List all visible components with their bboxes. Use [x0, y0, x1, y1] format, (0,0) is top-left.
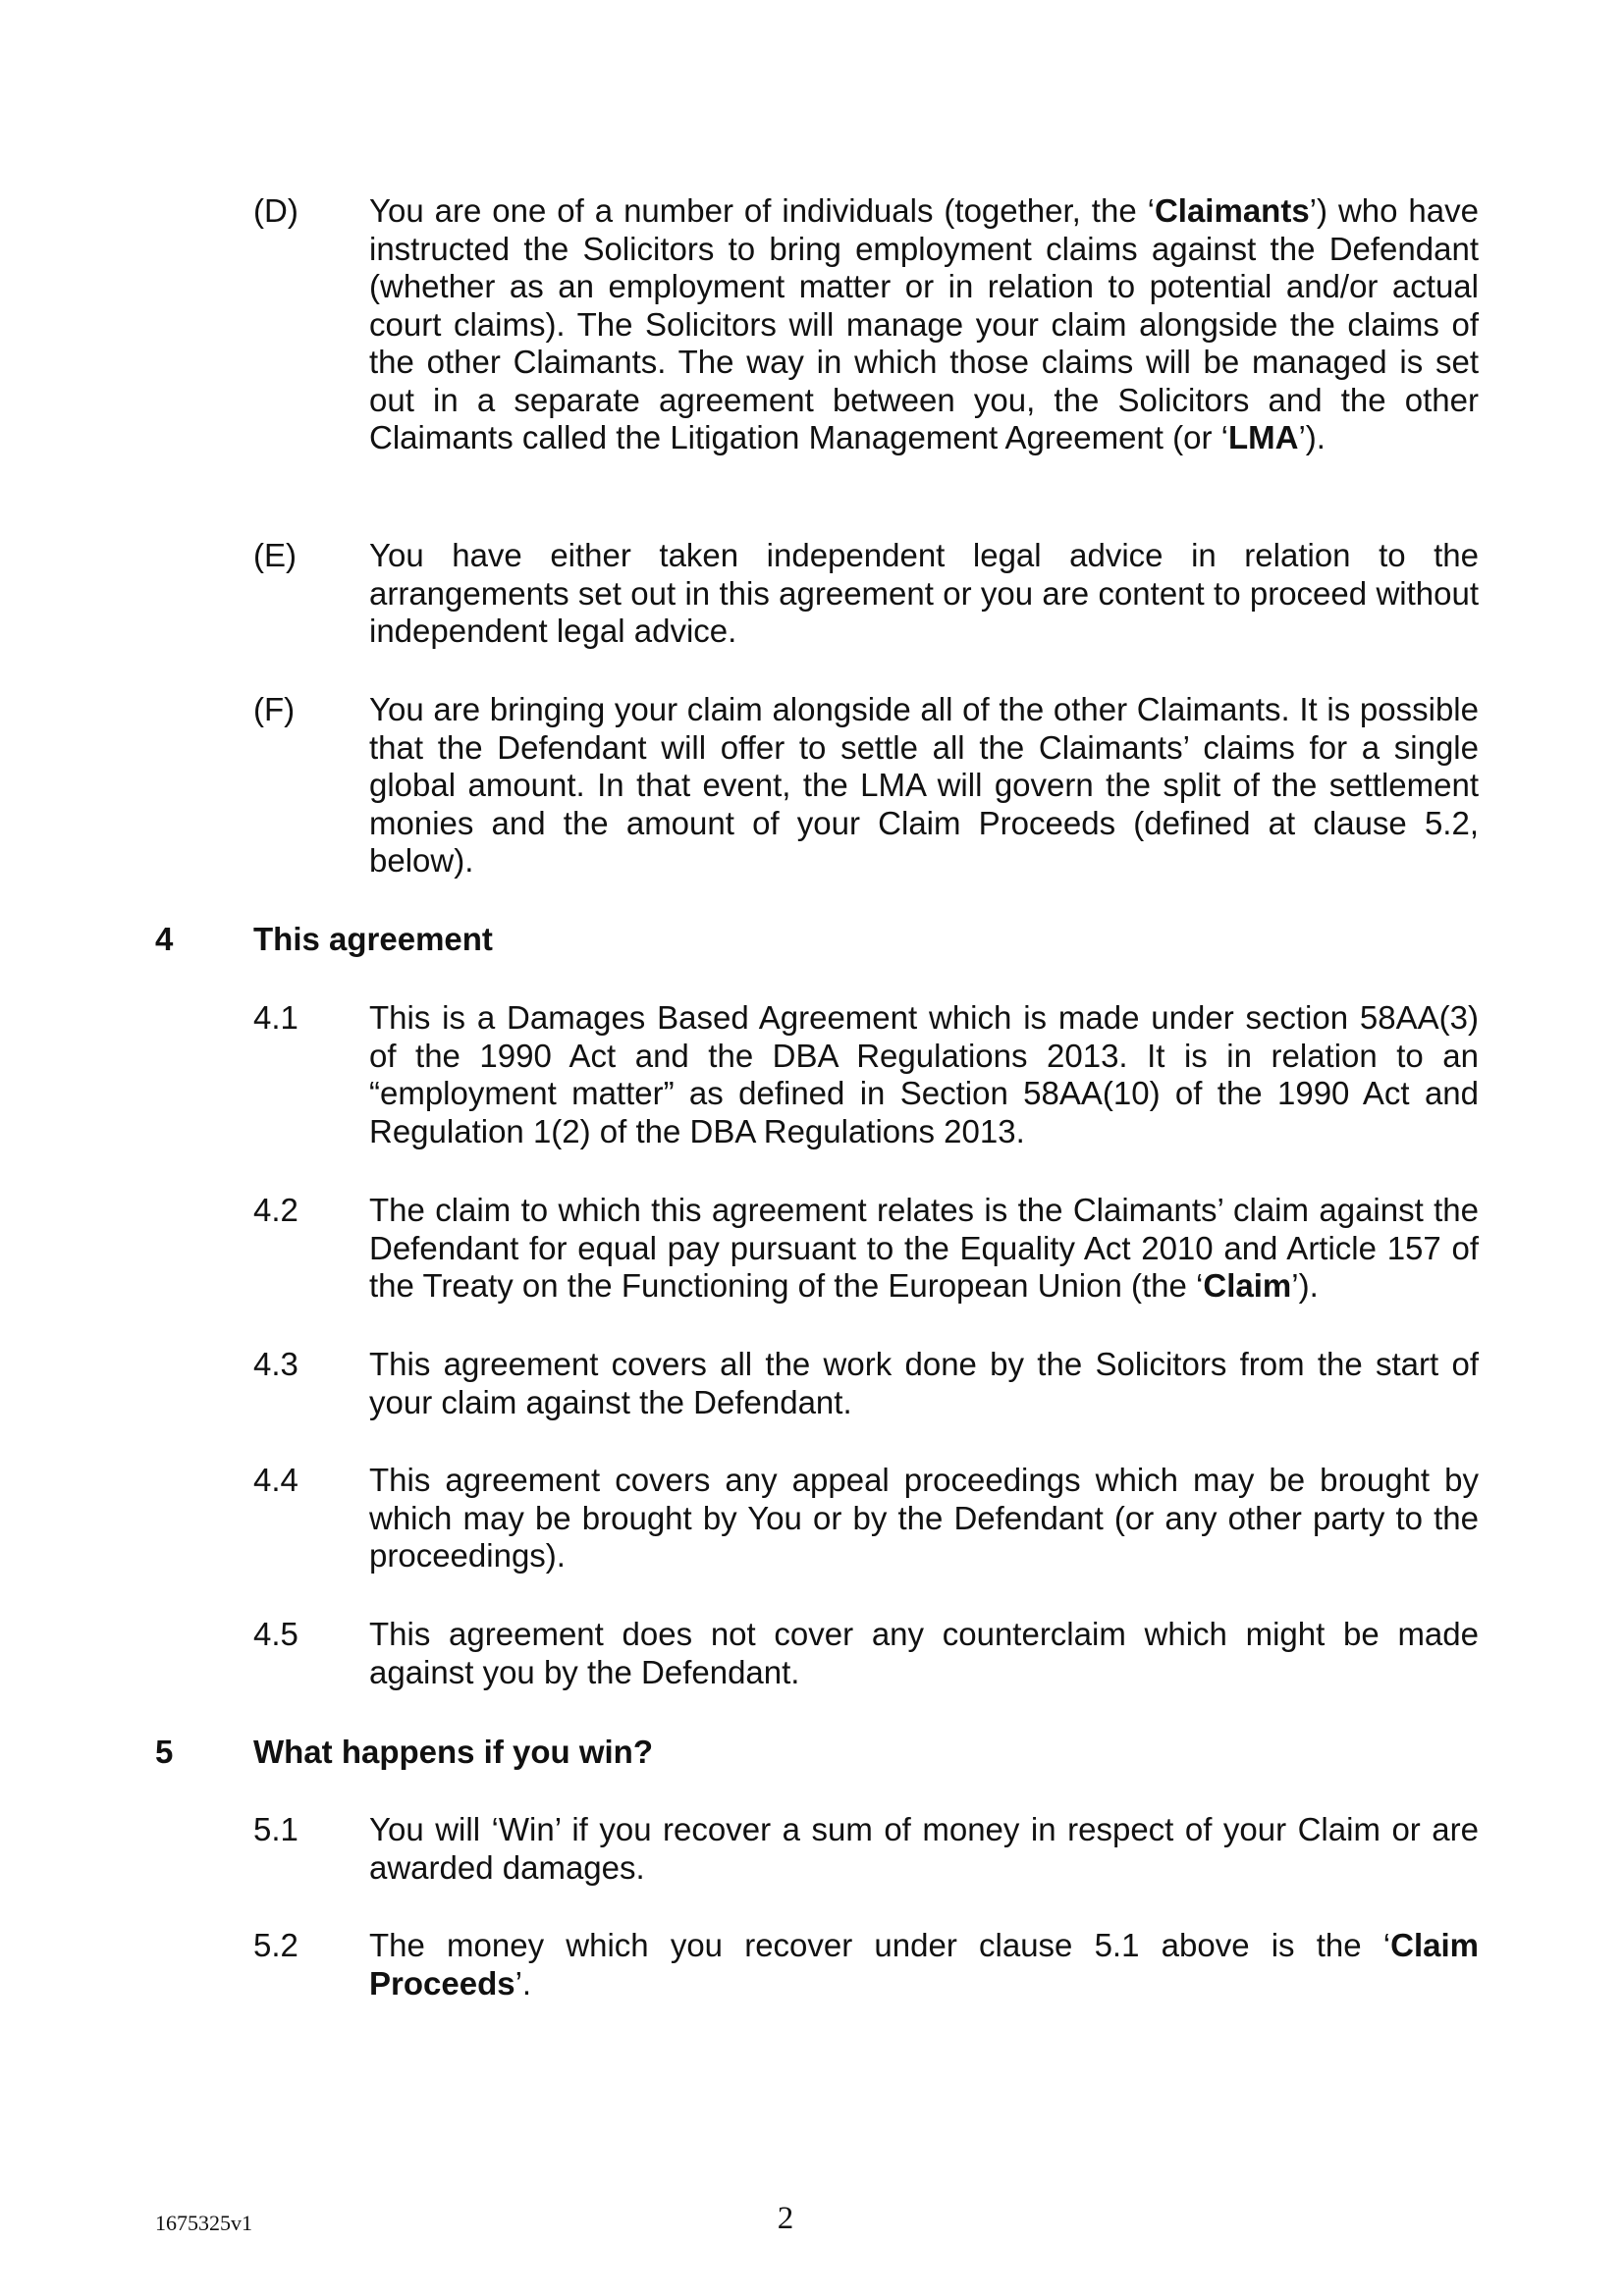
defined-term-lma: LMA	[1227, 419, 1299, 455]
clause-text: This agreement covers any appeal proceedings which may be brought by which may be brought by You or by the Defendant (or any other party to the proceedings).	[369, 1462, 1479, 1574]
recital-label: (D)	[253, 192, 298, 229]
defined-term-claimants: Claimants	[1154, 192, 1310, 229]
section-title: What happens if you win?	[253, 1734, 653, 1770]
page-number: 2	[777, 2201, 794, 2236]
clause-text: You will ‘Win’ if you recover a sum of money in respect of your Claim or are awarded damages.	[369, 1811, 1479, 1886]
clause-label: 5.1	[253, 1811, 298, 1847]
defined-term-claim-proceeds: Claim Proceeds	[369, 1927, 1479, 2002]
recital-text: You have either taken independent legal advice in relation to the arrangements set out in this agreement or you are content to proceed without independent legal advice.	[369, 537, 1479, 649]
clause-text: The money which you recover under clause 5.1 above is the ‘Claim Proceeds’.	[369, 1927, 1479, 2002]
clause-label: 4.4	[253, 1462, 298, 1498]
clause-text: This agreement does not cover any counterclaim which might be made against you by the Defendant.	[369, 1616, 1479, 1690]
clause-label: 4.2	[253, 1192, 298, 1228]
defined-term-claim: Claim	[1203, 1267, 1292, 1304]
recital-text: You are bringing your claim alongside all of the other Claimants. It is possible that the Defendant will offer to settle all the Claimants’ claims for a single global amount. In that event, the LMA will govern the split of the settlement monies and the amount of your Claim Proceeds (defined at clause 5.2, below).	[369, 691, 1479, 879]
recital-text: You are one of a number of individuals (together, the ‘Claimants’) who have instructed the Solicitors to bring employment claims against the Defendant (whether as an employment matter or in relation to potential and/or actual court claims). The Solicitors will manage your claim alongside the claims of the other Claimants. The way in which those claims will be managed is set out in a separate agreement between you, the Solicitors and the other Claimants called the Litigation Management Agreement (or ‘LMA’).	[369, 192, 1479, 455]
section-number: 4	[155, 921, 174, 957]
clause-text: This agreement covers all the work done by the Solicitors from the start of your claim against the Defendant.	[369, 1346, 1479, 1420]
clause-label: 4.3	[253, 1346, 298, 1382]
clause-label: 4.5	[253, 1616, 298, 1652]
section-number: 5	[155, 1734, 174, 1770]
clause-text: The claim to which this agreement relates is the Claimants’ claim against the Defendant for equal pay pursuant to the Equality Act 2010 and Article 157 of the Treaty on the Functioning of the European Union (the ‘Claim’).	[369, 1192, 1479, 1304]
recital-label: (F)	[253, 691, 296, 727]
recital-label: (E)	[253, 537, 297, 573]
clause-text: This is a Damages Based Agreement which is made under section 58AA(3) of the 1990 Act and the DBA Regulations 2013. It is in relation to an “employment matter” as defined in Section 58AA(10) of the 1990 Act and Regulation 1(2) of the DBA Regulations 2013.	[369, 999, 1479, 1149]
clause-label: 4.1	[253, 999, 298, 1036]
document-reference: 1675325v1	[155, 2211, 252, 2235]
section-title: This agreement	[253, 921, 493, 957]
clause-label: 5.2	[253, 1927, 298, 1963]
